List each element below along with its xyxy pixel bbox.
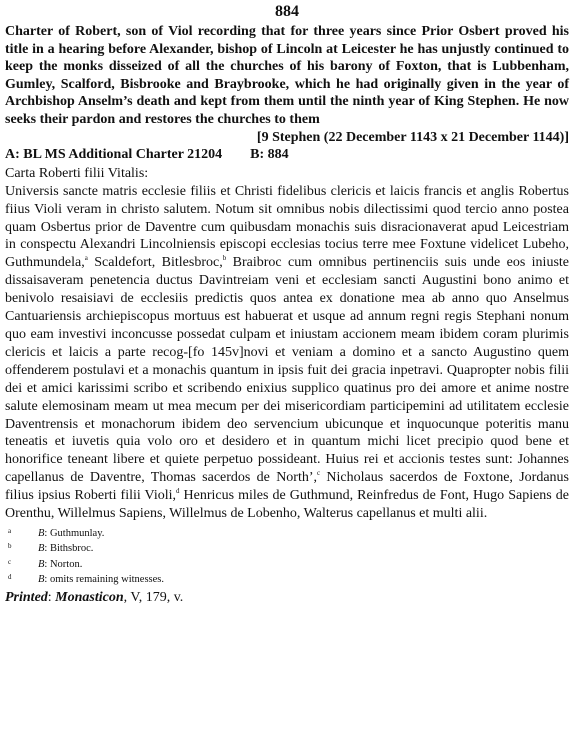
- manuscript-sources: [5, 146, 569, 164]
- manuscript-a: A: BL MS Additional Charter 21204: [5, 147, 223, 163]
- footnote-mark: a: [8, 526, 12, 535]
- printed-work: Monasticon: [55, 589, 124, 605]
- charter-text-part: Scaldefort, Bitlesbroc,: [87, 255, 223, 271]
- page-number: 884: [275, 3, 299, 20]
- footnote-ref-b: b: [222, 254, 227, 263]
- charter-heading: Carta Roberti filii Vitalis:: [5, 165, 149, 181]
- charter-summary: Charter of Robert, son of Viol recording that for three years since Prior Osbert proved his title in a hearing before Alexander, bishop of Lincoln at Leicester he has unjustly continued to keep the monks disseized of all the churches of his barony of Foxton, that is Lubbenham, Gumley, Scalford, Bisbrooke and Braybrooke, which he had originally given in the year of Archbishop Anselm’s death and kept from them until the ninth year of King Stephen. He now seeks their pardon and restores the churches to them: [5, 24, 569, 127]
- footnote: [5, 572, 569, 588]
- footnote-text: : Norton.: [44, 558, 83, 570]
- printed-edition: [5, 589, 569, 607]
- footnote: [5, 526, 569, 542]
- charter-text-part: Nicholaus sacerdos de Foxtone, Jordanus filius ipsius Roberti filii Violi,: [5, 470, 569, 504]
- footnote-text: : omits remaining witnesses.: [44, 574, 164, 586]
- charter-text: [5, 183, 569, 523]
- footnote-mark: d: [8, 573, 12, 582]
- footnote-ref-c: c: [317, 469, 321, 478]
- footnote-source: B: [38, 558, 45, 570]
- printed-reference: , V, 179, v.: [123, 589, 184, 605]
- footnote-mark: b: [8, 542, 12, 551]
- footnote-source: B: [38, 543, 45, 555]
- footnotes: [5, 526, 569, 588]
- footnote-text: : Bithsbroc.: [44, 543, 94, 555]
- charter-dating: [9 Stephen (22 December 1143 x 21 December 1144)]: [256, 129, 569, 145]
- charter-text-part: Universis sancte matris ecclesie filiis et Christi fidelibus clericis et laicis francis et anglis Robertus fiius Violi veram in christo salutem. Notum sit omnibus nobis dilectissimi quod tercio anno postea quam Osbertus prior de Daventre cum quibusdam monachis suis disracionaverat apud Leicestriam in conspectu Alexandri Lincolniensis episcopi ecclesias tocius terre mee Foxtune videlicet Lubeho, Guthmundela,: [5, 183, 569, 271]
- footnote-ref-d: d: [176, 487, 180, 496]
- footnote-source: B: [38, 527, 45, 539]
- charter-text-part: Braibroc cum omnibus pertinenciis suis unde eos iniuste dissaisaveram penetencia ductus Davintreiam veni et ecclesiam sancti Augustini bono animo et benivolo resaisiavi de ecclesiis predictis quos antea ex donatione mea ab anno quo Anselmus Cantuariensis archiepiscopus mortuus est habuerat et usque ad annum regni regis Stephani nonum quo eam investivi inconcusse possedat culpam et iniustam accionem meam ibidem coram plurimis clericis et laicis a parte recog-[fo 145v]novi et veniam a domino et a sancto Augustino quem offenderem postulavi et a monachis quantum in ipsis fuit dei gracia inpetravi. Quapropter nobis filii dei et amici karissimi scribo et scribendo enixius supplico quatinus pro dei amore et anime nostre salute elemosinam meam ut mea mecum per dei misericordiam participemini ad utilitatem ecclesie Daventrensis et monachorum ibidem deo servencium ubicunque et inquocunque poteritis manu teneatis et iuvetis quia volo oro et desidero et in quantum michi licet precipio quod bene et honorifice teneant libere et quiete perpetuo possideant. Huius rei et accionis testes sunt: Johannes capellanus de Daventre, Thomas sacerdos de North’,: [5, 255, 569, 486]
- footnote: [5, 557, 569, 573]
- charter-text-part: Henricus miles de Guthmund, Reinfredus de Font, Hugo Sapiens de Orenthu, Willelmus Sapiens, Willelmus de Lobenho, Walterus capellanus et multi alii.: [5, 488, 570, 522]
- manuscript-b: B: 884: [250, 147, 289, 163]
- footnote-source: B: [38, 574, 45, 586]
- printed-label: Printed: [5, 589, 48, 605]
- printed-separator: :: [47, 589, 56, 605]
- footnote-text: : Guthmunlay.: [44, 527, 105, 539]
- footnote-mark: c: [8, 557, 12, 566]
- footnote-ref-a: a: [84, 254, 88, 263]
- footnote: [5, 541, 569, 557]
